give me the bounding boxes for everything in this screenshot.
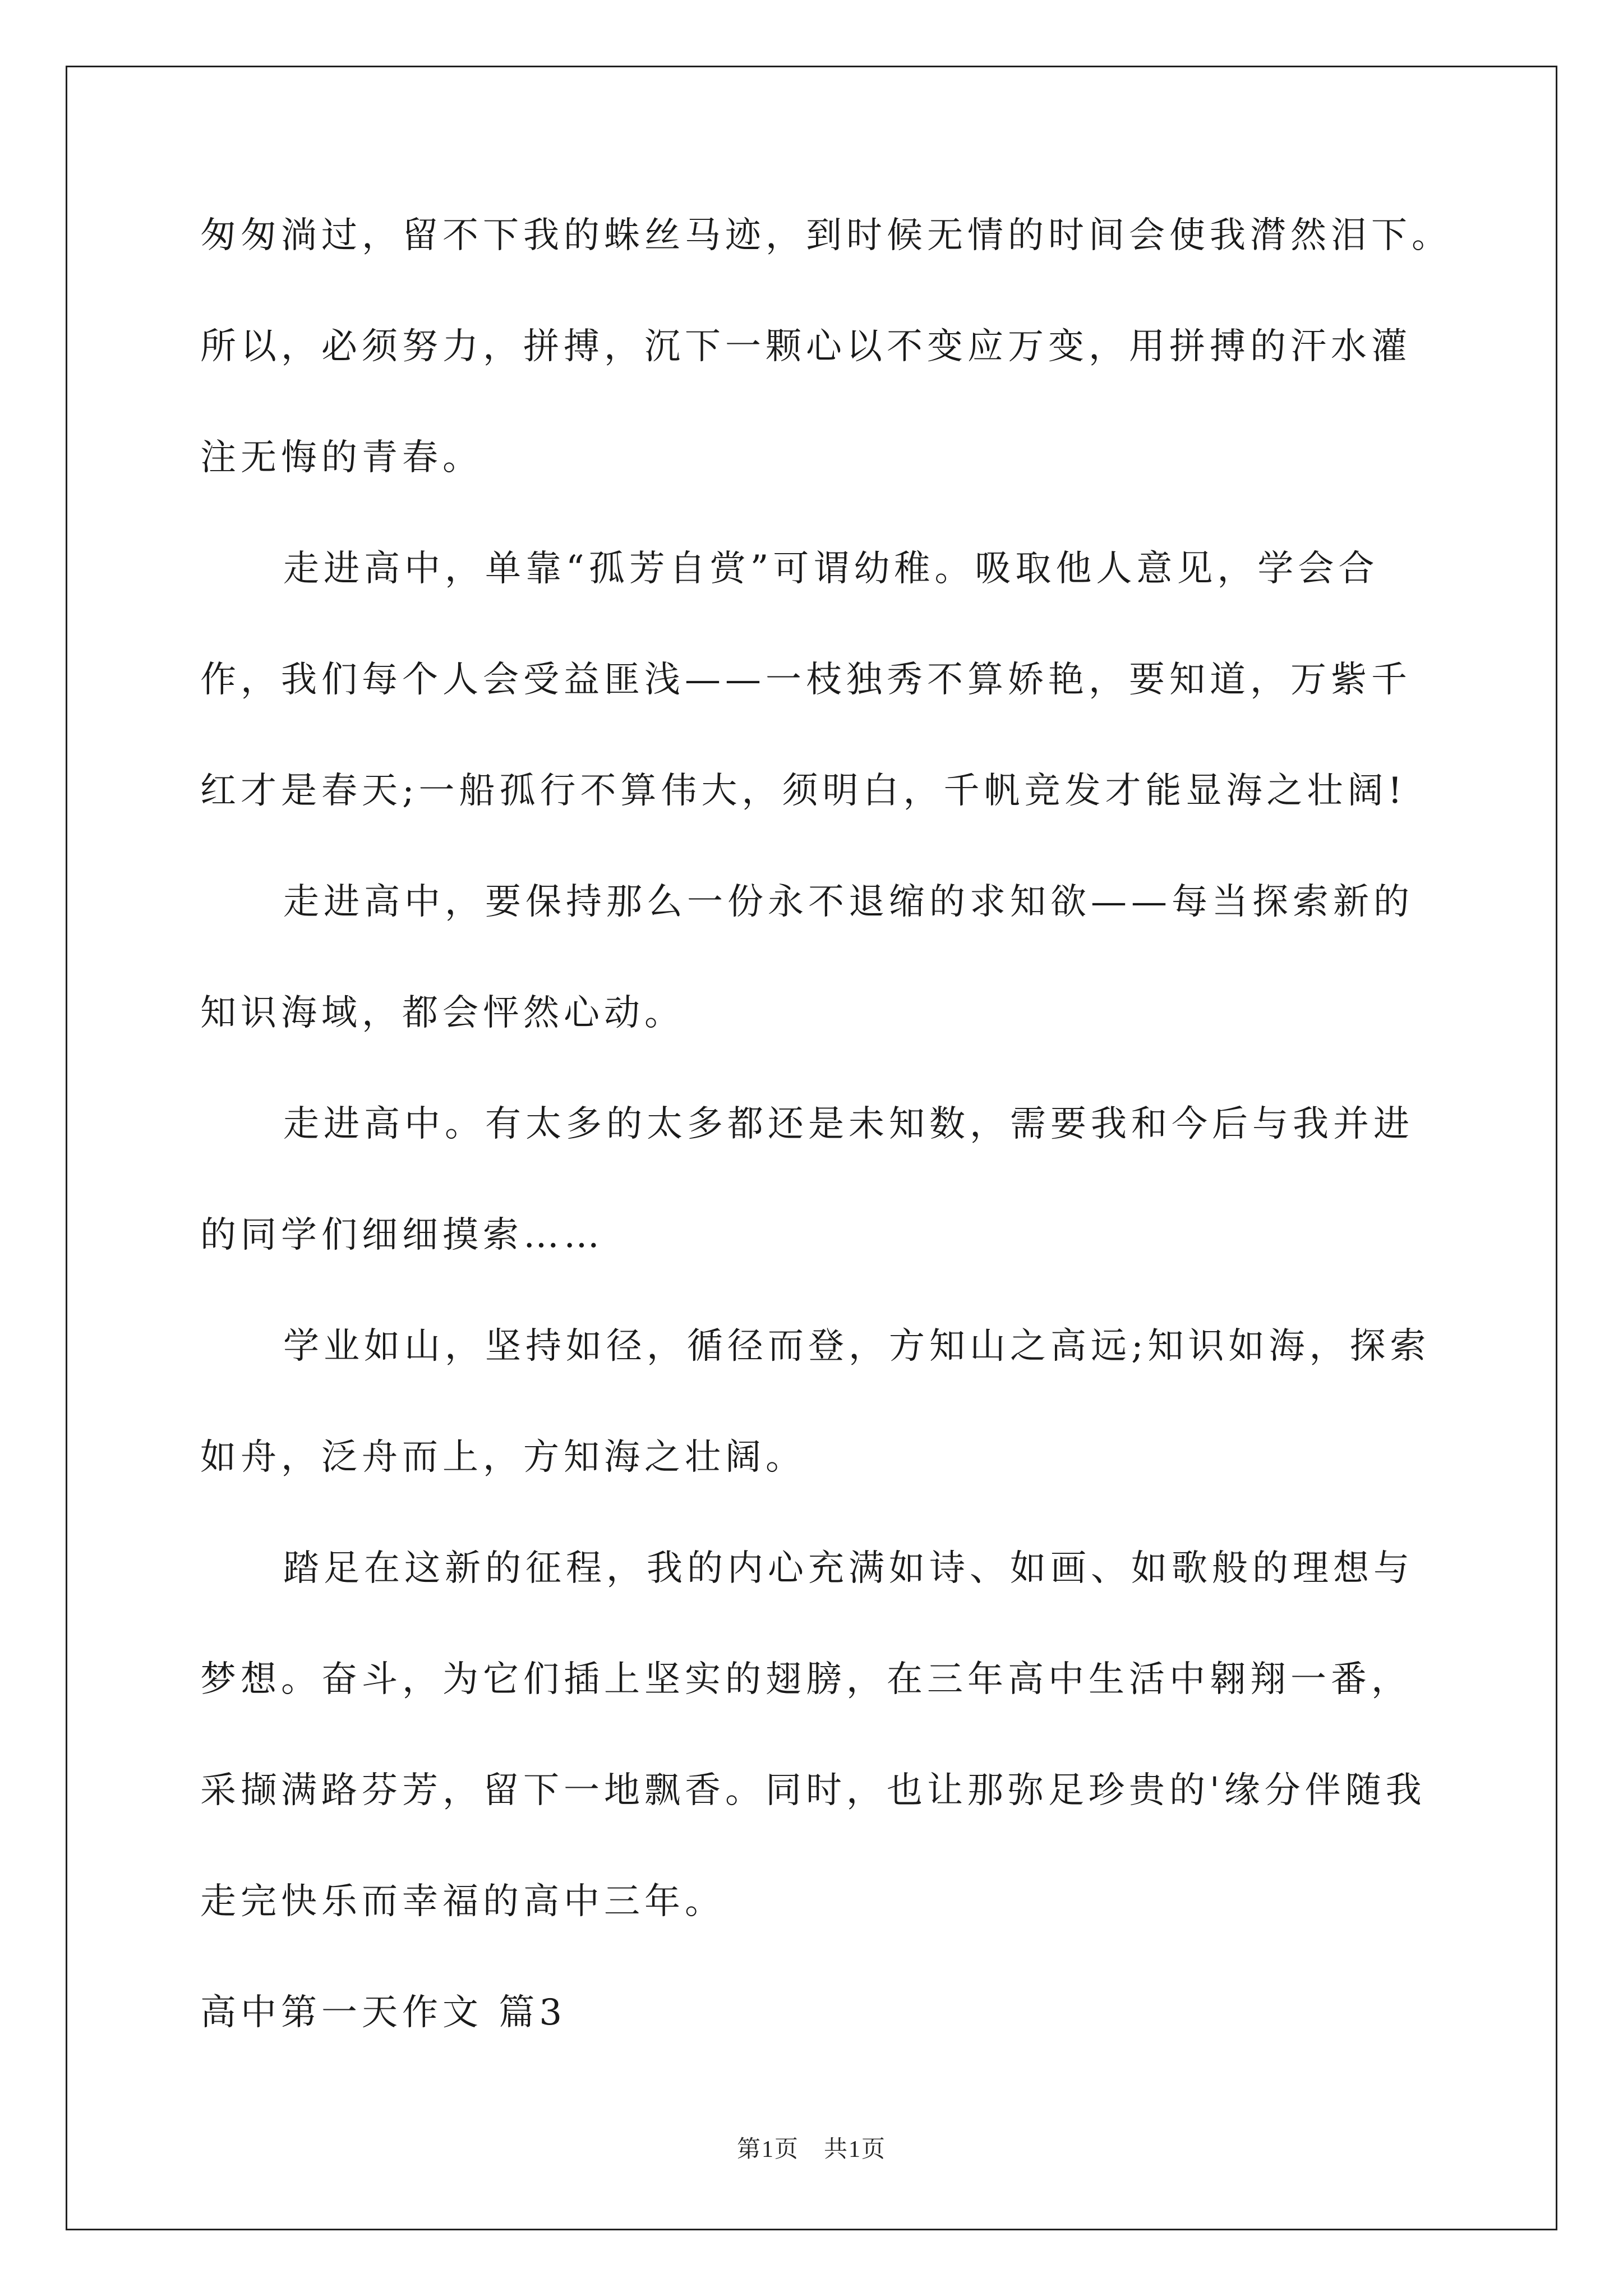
paragraph-line: 走进高中，要保持那么一份永不退缩的求知欲——每当探索新的 xyxy=(283,881,1414,923)
paragraph-line: 走进高中，单靠“孤芳自赏”可谓幼稚。吸取他人意见，学会合 xyxy=(283,548,1379,590)
paragraph-line: 学业如山，坚持如径，循径而登，方知山之高远;知识如海，探索 xyxy=(283,1326,1431,1367)
paragraph-line: 知识海域，都会怦然心动。 xyxy=(200,992,685,1034)
paragraph-line: 梦想。奋斗，为它们插上坚实的翅膀，在三年高中生活中翱翔一番， xyxy=(200,1659,1412,1700)
paragraph-line: 红才是春天;一船孤行不算伟大，须明白，千帆竞发才能显海之壮阔! xyxy=(200,770,1407,812)
section-heading: 高中第一天作文 篇3 xyxy=(200,1992,567,2033)
page-footer: 第1页 共1页 xyxy=(736,2137,886,2162)
paragraph-line: 踏足在这新的征程，我的内心充满如诗、如画、如歌般的理想与 xyxy=(283,1548,1414,1589)
paragraph-line: 采撷满路芬芳，留下一地飘香。同时，也让那弥足珍贵的'缘分伴随我 xyxy=(200,1770,1426,1811)
paragraph-line: 匆匆淌过，留不下我的蛛丝马迹，到时候无情的时间会使我潸然泪下。 xyxy=(200,215,1452,256)
paragraph-line: 的同学们细细摸索…… xyxy=(200,1214,604,1256)
paragraph-line: 走完快乐而幸福的高中三年。 xyxy=(200,1881,725,1922)
paragraph-line: 走进高中。有太多的太多都还是未知数，需要我和今后与我并进 xyxy=(283,1103,1414,1145)
paragraph-line: 注无悔的青春。 xyxy=(200,437,483,478)
paragraph-line: 所以，必须努力，拼搏，沉下一颗心以不变应万变，用拼搏的汗水灌 xyxy=(200,326,1412,367)
paragraph-line: 作，我们每个人会受益匪浅——一枝独秀不算娇艳，要知道，万紫千 xyxy=(200,659,1412,701)
paragraph-line: 如舟，泛舟而上，方知海之壮阔。 xyxy=(200,1437,806,1478)
